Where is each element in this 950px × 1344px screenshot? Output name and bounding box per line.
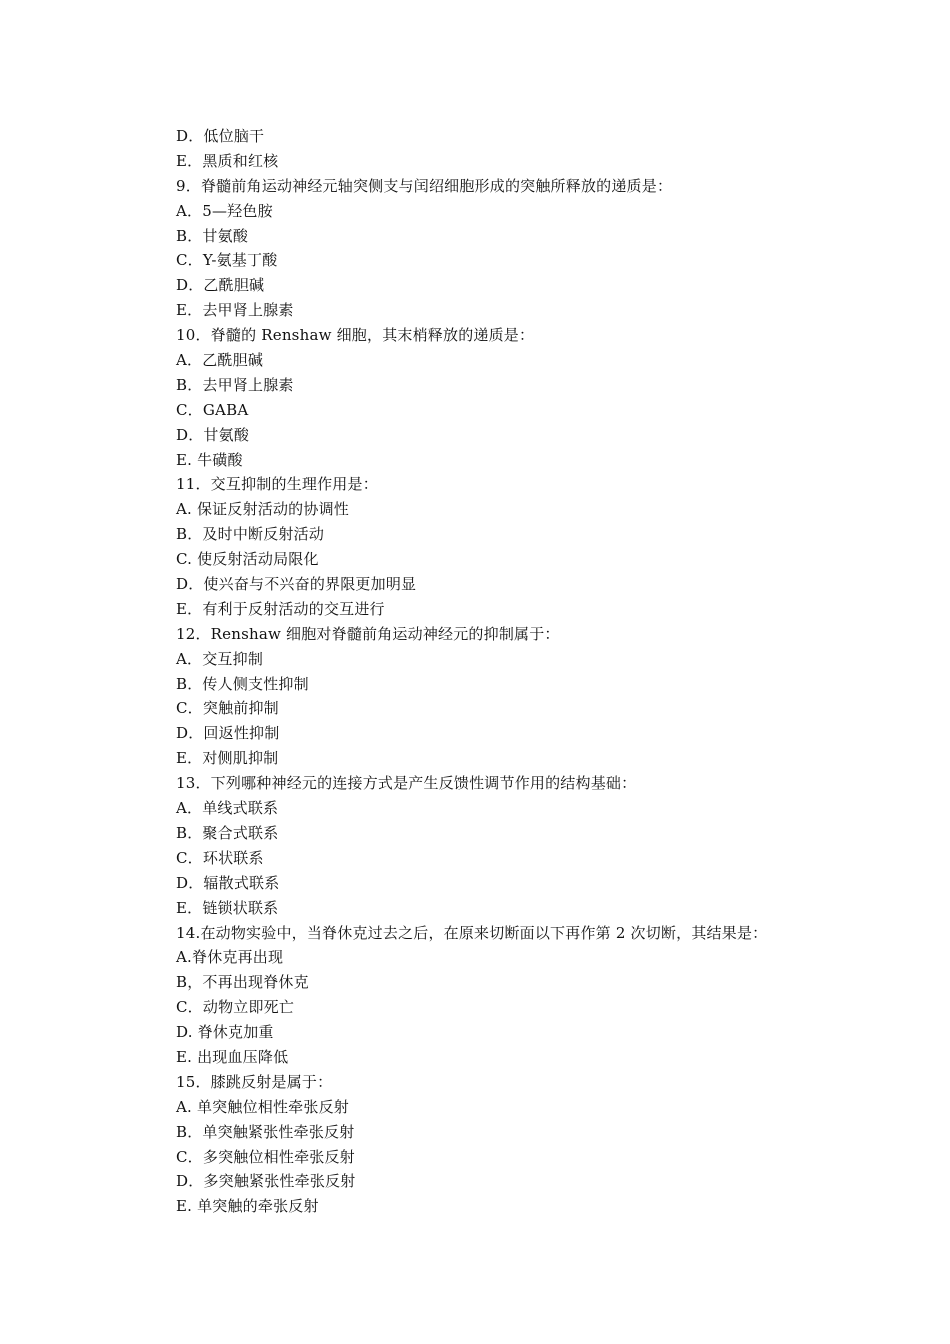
question-line: 13．下列哪种神经元的连接方式是产生反馈性调节作用的结构基础： <box>176 774 637 793</box>
text-line: C．GABA <box>176 400 249 419</box>
text-line: D．使兴奋与不兴奋的界限更加明显 <box>176 575 417 594</box>
question-line: 10．脊髓的 Renshaw 细胞，其末梢释放的递质是： <box>176 326 535 345</box>
question-line: 12．Renshaw 细胞对脊髓前角运动神经元的抑制属于： <box>176 624 560 643</box>
text-line: B．甘氨酸 <box>176 226 249 245</box>
text-line: E．去甲肾上腺素 <box>176 301 294 320</box>
question-line: 11．交互抑制的生理作用是： <box>176 475 378 494</box>
text-line: C．Y-氨基丁酸 <box>176 251 278 270</box>
text-line: E．对侧肌抑制 <box>176 749 279 768</box>
text-line: A．乙酰胆碱 <box>176 351 264 370</box>
text-line: D．回返性抑制 <box>176 724 280 743</box>
text-line: A．5—羟色胺 <box>176 201 273 220</box>
text-line: E．黑质和红核 <box>176 151 279 170</box>
text-line: A.脊休克再出现 <box>176 948 284 967</box>
text-line: E. 出现血压降低 <box>176 1047 289 1066</box>
text-line: B．传人侧支性抑制 <box>176 674 309 693</box>
text-line: C．动物立即死亡 <box>176 998 295 1017</box>
text-line: E. 单突触的牵张反射 <box>176 1197 319 1216</box>
text-line: B．单突触紧张性牵张反射 <box>176 1122 355 1141</box>
text-line: E．链锁状联系 <box>176 898 279 917</box>
text-line: D．低位脑干 <box>176 127 265 145</box>
text-line: C．多突触位相性牵张反射 <box>176 1147 355 1166</box>
text-line: D. 脊休克加重 <box>176 1023 274 1042</box>
text-line: B，不再出现脊休克 <box>176 973 309 992</box>
text-line: C．环状联系 <box>176 848 264 867</box>
text-line: A. 单突触位相性牵张反射 <box>176 1097 349 1116</box>
text-line: C. 使反射活动局限化 <box>176 550 319 569</box>
text-line: B．及时中断反射活动 <box>176 525 325 544</box>
document-page <box>176 124 876 1219</box>
text-line: B．去甲肾上腺素 <box>176 375 294 394</box>
question-line: 14.在动物实验中，当脊休克过去之后，在原来切断面以下再作第 2 次切断，其结果是： <box>176 923 768 942</box>
text-line: C．突触前抑制 <box>176 699 279 718</box>
text-line: E．有利于反射活动的交互进行 <box>176 599 385 618</box>
text-line: E. 牛磺酸 <box>176 450 243 469</box>
text-line: A．单线式联系 <box>176 799 279 818</box>
text-line: D．甘氨酸 <box>176 425 250 444</box>
text-line: D．辐散式联系 <box>176 873 280 892</box>
text-line: D．多突触紧张性牵张反射 <box>176 1172 356 1191</box>
text-line: B．聚合式联系 <box>176 823 279 842</box>
text-line: A．交互抑制 <box>176 649 264 668</box>
text-line: D．乙酰胆碱 <box>176 276 265 295</box>
question-line: 15．膝跳反射是属于： <box>176 1072 333 1091</box>
text-line: A. 保证反射活动的协调性 <box>176 500 349 519</box>
question-line: 9．脊髓前角运动神经元轴突侧支与闰绍细胞形成的突触所释放的递质是： <box>176 176 673 195</box>
